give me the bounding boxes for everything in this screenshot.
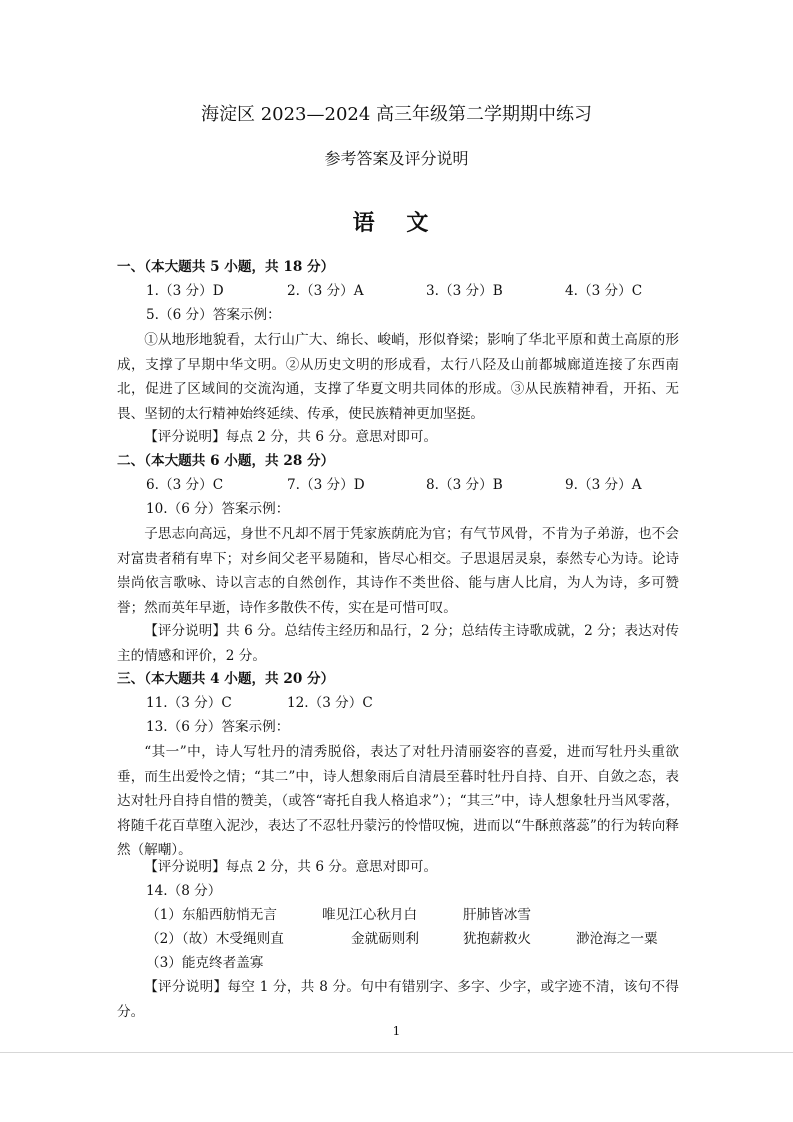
answer-3: 3.（3 分）B (426, 283, 503, 299)
question-13-scoring-note: 【评分说明】每点 2 分，共 6 分。意思对即可。 (144, 859, 438, 875)
section-3-heading: 三、（本大题共 4 小题，共 20 分） (117, 671, 335, 687)
answer-9: 9.（3 分）A (565, 477, 642, 493)
answer-4: 4.（3 分）C (565, 283, 643, 299)
question-10-scoring-note: 【评分说明】共 6 分。总结传主经历和品行，2 分；总结传主诗歌成就，2 分；表达对传主的情感和评价，2 分。 (117, 623, 679, 664)
document-subtitle: 参考答案及评分说明 (324, 149, 469, 168)
section-1-heading: 一、（本大题共 5 小题，共 18 分） (117, 259, 335, 275)
section-2-heading: 二、（本大题共 6 小题，共 28 分） (117, 453, 335, 469)
question-13-answer: “其一”中，诗人写牡丹的清秀脱俗，表达了对牡丹清丽姿容的喜爱，进而写牡丹头重欲垂，而生出爱怜之情；“其二”中，诗人想象雨后自清晨至暮时牡丹自持、自开、自敛之态，表达对牡丹自持自惜的赞美，（或答“寄托自我人格追求”）；“其三”中，诗人想象牡丹当风零落，将随千花百草堕入泥沙，表达了不忍牡丹蒙污的怜惜叹惋，进而以“牛酥煎落蕊”的行为转向释然（解嘲）。 (117, 744, 679, 858)
q14-answer-1c: 肝肺皆冰雪 (463, 907, 531, 923)
answer-2: 2.（3 分）A (287, 283, 364, 299)
answer-6: 6.（3 分）C (146, 477, 224, 493)
question-5-answer: ①从地形地貌看，太行山广大、绵长、峻峭，形似脊梁；影响了华北平原和黄土高原的形成，支撑了早期中华文明。②从历史文明的形成看，太行八陉及山前都城廊道连接了东西南北，促进了区域间的交流沟通，支撑了华夏文明共同体的形成。③从民族精神看，开拓、无畏、坚韧的太行精神始终延续、传承，使民族精神更加坚挺。 (117, 332, 679, 422)
question-5-label: 5.（6 分）答案示例： (146, 307, 281, 323)
answer-8: 8.（3 分）B (426, 477, 503, 493)
question-10-answer: 子思志向高远，身世不凡却不屑于凭家族荫庇为官；有气节风骨，不肯为子弟游，也不会对富贵者稍有卑下；对乡间父老平易随和，皆尽心相交。子思退居灵泉，泰然专心为诗。论诗崇尚依言歌咏、诗以言志的自然创作，其诗作不类世俗、能与唐人比肩，为人为诗，多可赞誉；然而英年早逝，诗作多散佚不传，实在是可惜可叹。 (117, 526, 679, 616)
q14-answer-2b: 金就砺则利 (351, 931, 419, 947)
q14-answer-2d: 渺沧海之一粟 (576, 931, 658, 947)
answer-11: 11.（3 分）C (146, 695, 232, 711)
question-10-label: 10.（6 分）答案示例： (146, 501, 290, 517)
q14-answer-1b: 唯见江心秋月白 (322, 907, 418, 923)
q14-answer-1a: （1）东船西舫悄无言 (146, 907, 277, 923)
answer-7: 7.（3 分）D (287, 477, 365, 493)
document-title: 海淀区 2023—2024 高三年级第二学期期中练习 (200, 104, 593, 125)
question-14-scoring-note: 【评分说明】每空 1 分，共 8 分。句中有错别字、多字、少字，或字迹不清，该句不得分。 (117, 979, 679, 1020)
page-number: 1 (392, 1024, 401, 1038)
answer-1: 1.（3 分）D (146, 283, 224, 299)
q14-answer-3: （3）能克终者盖寡 (146, 955, 264, 971)
question-14-label: 14.（8 分） (146, 883, 222, 899)
q14-answer-2a: （2）（故）木受绳则直 (146, 931, 284, 947)
answer-12: 12.（3 分）C (287, 695, 373, 711)
question-5-scoring-note: 【评分说明】每点 2 分，共 6 分。意思对即可。 (144, 429, 438, 445)
q14-answer-2c: 犹抱薪救火 (463, 931, 531, 947)
subject-heading: 语 文 (352, 210, 441, 236)
page-divider (0, 1052, 793, 1053)
question-13-label: 13.（6 分）答案示例： (146, 719, 290, 735)
